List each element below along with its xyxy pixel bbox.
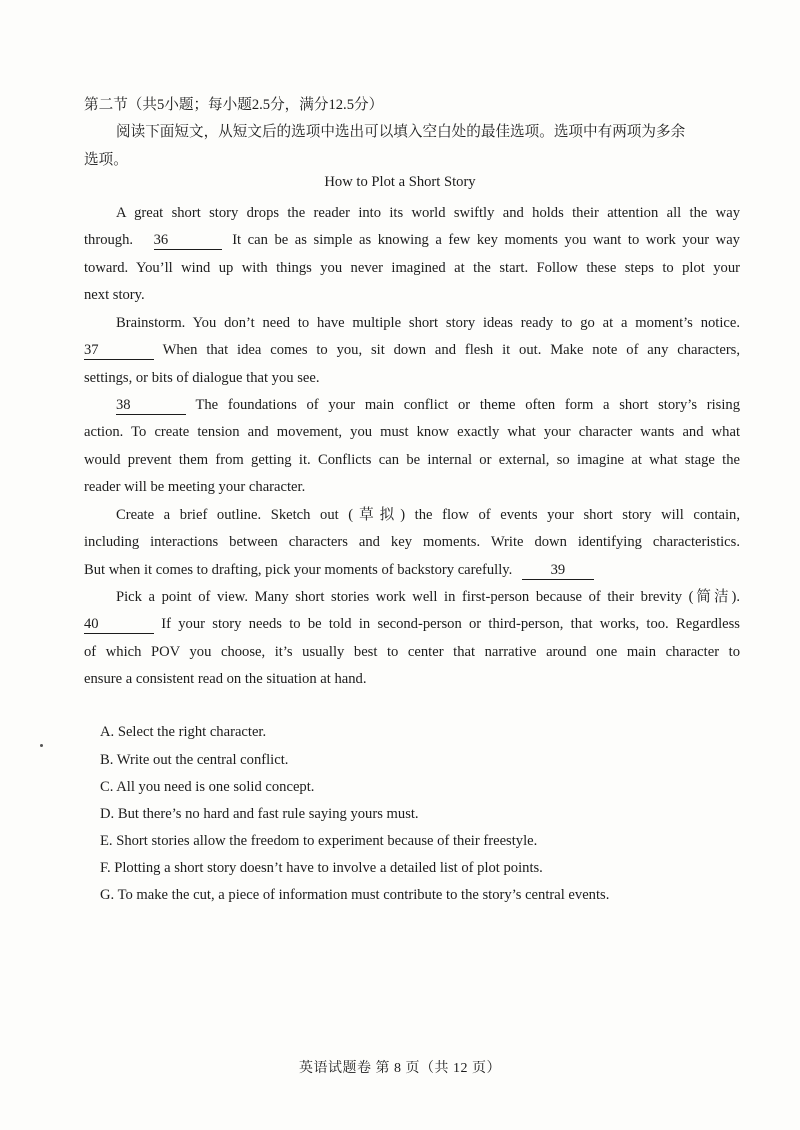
p3-line-1 bbox=[84, 392, 740, 419]
option-a: A. Select the right character. bbox=[100, 724, 267, 740]
blank-38: 38 bbox=[116, 396, 186, 415]
blank-36: 36 bbox=[154, 231, 222, 250]
p1-line-2 bbox=[84, 227, 740, 254]
p5-line-2-post: If your story needs to be told in second-person or third-person, that works, too. Regardless bbox=[161, 616, 740, 633]
option-d: D. But there’s no hard and fast rule saying yours must. bbox=[100, 806, 419, 822]
scan-speck bbox=[40, 744, 43, 747]
p2-line-1: Brainstorm. You don’t need to have multiple short story ideas ready to go at a moment’s notice. bbox=[116, 315, 740, 331]
p5-line-2 bbox=[84, 611, 740, 638]
p5-line-3: of which POV you choose, it’s usually best to center that narrative around one main character to bbox=[84, 643, 740, 660]
p3-line-4: reader will be meeting your character. bbox=[84, 478, 306, 495]
p3-line-1-post: The foundations of your main conflict or theme often form a short story’s rising bbox=[195, 397, 740, 413]
p4-line-2: including interactions between characters and key moments. Write down identifying characteristics. bbox=[84, 534, 740, 551]
p3-line-2: action. To create tension and movement, you must know exactly what your character wants and what bbox=[84, 424, 740, 441]
instruction-line-1: 阅读下面短文，从短文后的选项中选出可以填入空白处的最佳选项。选项中有两项为多余 bbox=[116, 124, 686, 141]
p1-line-2-pre: through. bbox=[84, 232, 134, 249]
option-e: E. Short stories allow the freedom to experiment because of their freestyle. bbox=[100, 833, 538, 849]
p1-line-3: toward. You’ll wind up with things you never imagined at the start. Follow these steps to plot your bbox=[84, 259, 740, 276]
blank-39: 39 bbox=[522, 561, 594, 580]
p2-line-2 bbox=[84, 337, 740, 364]
blank-40: 40 bbox=[84, 615, 154, 634]
option-b: B. Write out the central conflict. bbox=[100, 752, 289, 768]
p2-line-2-post: When that idea comes to you, sit down and flesh it out. Make note of any characters, bbox=[162, 342, 741, 359]
p5-line-1: Pick a point of view. Many short stories work well in first-person because of their brevity (简洁). bbox=[116, 589, 740, 605]
p1-line-1: A great short story drops the reader into its world swiftly and holds their attention all the way bbox=[116, 205, 740, 221]
paragraph-4 bbox=[84, 502, 740, 584]
option-g: G. To make the cut, a piece of information must contribute to the story’s central events. bbox=[100, 887, 610, 903]
paragraph-3 bbox=[84, 392, 740, 501]
passage-title: How to Plot a Short Story bbox=[324, 174, 476, 190]
p1-line-4: next story. bbox=[84, 286, 145, 303]
p5-line-4: ensure a consistent read on the situation at hand. bbox=[84, 670, 367, 687]
p4-line-3 bbox=[84, 557, 740, 584]
page-footer: 英语试题卷 第 8 页（共 12 页） bbox=[299, 1061, 501, 1076]
paragraph-5 bbox=[84, 584, 740, 693]
p4-line-3-pre: But when it comes to drafting, pick your moments of backstory carefully. bbox=[84, 561, 513, 578]
option-f: F. Plotting a short story doesn’t have to involve a detailed list of plot points. bbox=[100, 860, 543, 876]
p1-line-2-post: It can be as simple as knowing a few key moments you want to work your way bbox=[232, 232, 740, 249]
instruction-line-2: 选项。 bbox=[84, 151, 128, 168]
p2-line-3: settings, or bits of dialogue that you see. bbox=[84, 369, 320, 386]
section-header: 第二节（共5小题；每小题2.5分，满分12.5分） bbox=[84, 97, 384, 113]
p4-line-1: Create a brief outline. Sketch out (草拟) the flow of events your short story will contain, bbox=[116, 507, 740, 523]
option-c: C. All you need is one solid concept. bbox=[100, 779, 315, 795]
paragraph-1 bbox=[84, 200, 740, 309]
paragraph-2 bbox=[84, 310, 740, 392]
blank-37: 37 bbox=[84, 341, 154, 360]
section-instructions bbox=[84, 92, 740, 174]
p3-line-3: would prevent them from getting it. Conflicts can be internal or external, so imagine at what stage the bbox=[84, 451, 740, 468]
